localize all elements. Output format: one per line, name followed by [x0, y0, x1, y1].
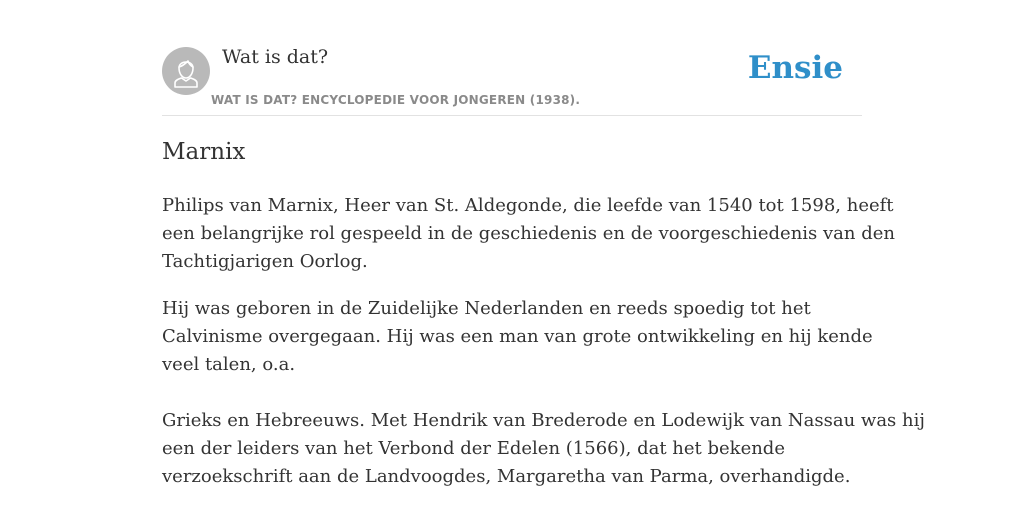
paragraph-line: Calvinisme overgegaan. Hij was een man van grote ontwikkeling en hij kende: [162, 326, 873, 347]
paragraph-line: Philips van Marnix, Heer van St. Aldegonde, die leefde van 1540 tot 1598, heeft: [162, 195, 894, 216]
source-title-link[interactable]: Wat is dat?: [222, 46, 329, 68]
ensie-logo[interactable]: Ensie: [747, 50, 843, 86]
paragraph-line: een belangrijke rol gespeeld in de geschiedenis en de voorgeschiedenis van den: [162, 223, 895, 244]
source-subtitle[interactable]: WAT IS DAT? ENCYCLOPEDIE VOOR JONGEREN (1938).: [211, 93, 581, 107]
article-paragraph: [162, 295, 873, 379]
paragraph-line: veel talen, o.a.: [162, 354, 296, 375]
article-paragraph: [162, 407, 925, 491]
paragraph-line: verzoekschrift aan de Landvoogdes, Margaretha van Parma, overhandigde.: [162, 466, 851, 487]
paragraph-line: Grieks en Hebreeuws. Met Hendrik van Brederode en Lodewijk van Nassau was hij: [162, 410, 925, 431]
paragraph-line: Tachtigjarigen Oorlog.: [162, 251, 368, 272]
article-paragraph: [162, 192, 895, 276]
article-title: Marnix: [162, 139, 246, 165]
paragraph-line: een der leiders van het Verbond der Edelen (1566), dat het bekende: [162, 438, 785, 459]
source-header: [162, 40, 862, 116]
user-avatar-icon[interactable]: [162, 47, 210, 95]
paragraph-line: Hij was geboren in de Zuidelijke Nederlanden en reeds spoedig tot het: [162, 298, 811, 319]
